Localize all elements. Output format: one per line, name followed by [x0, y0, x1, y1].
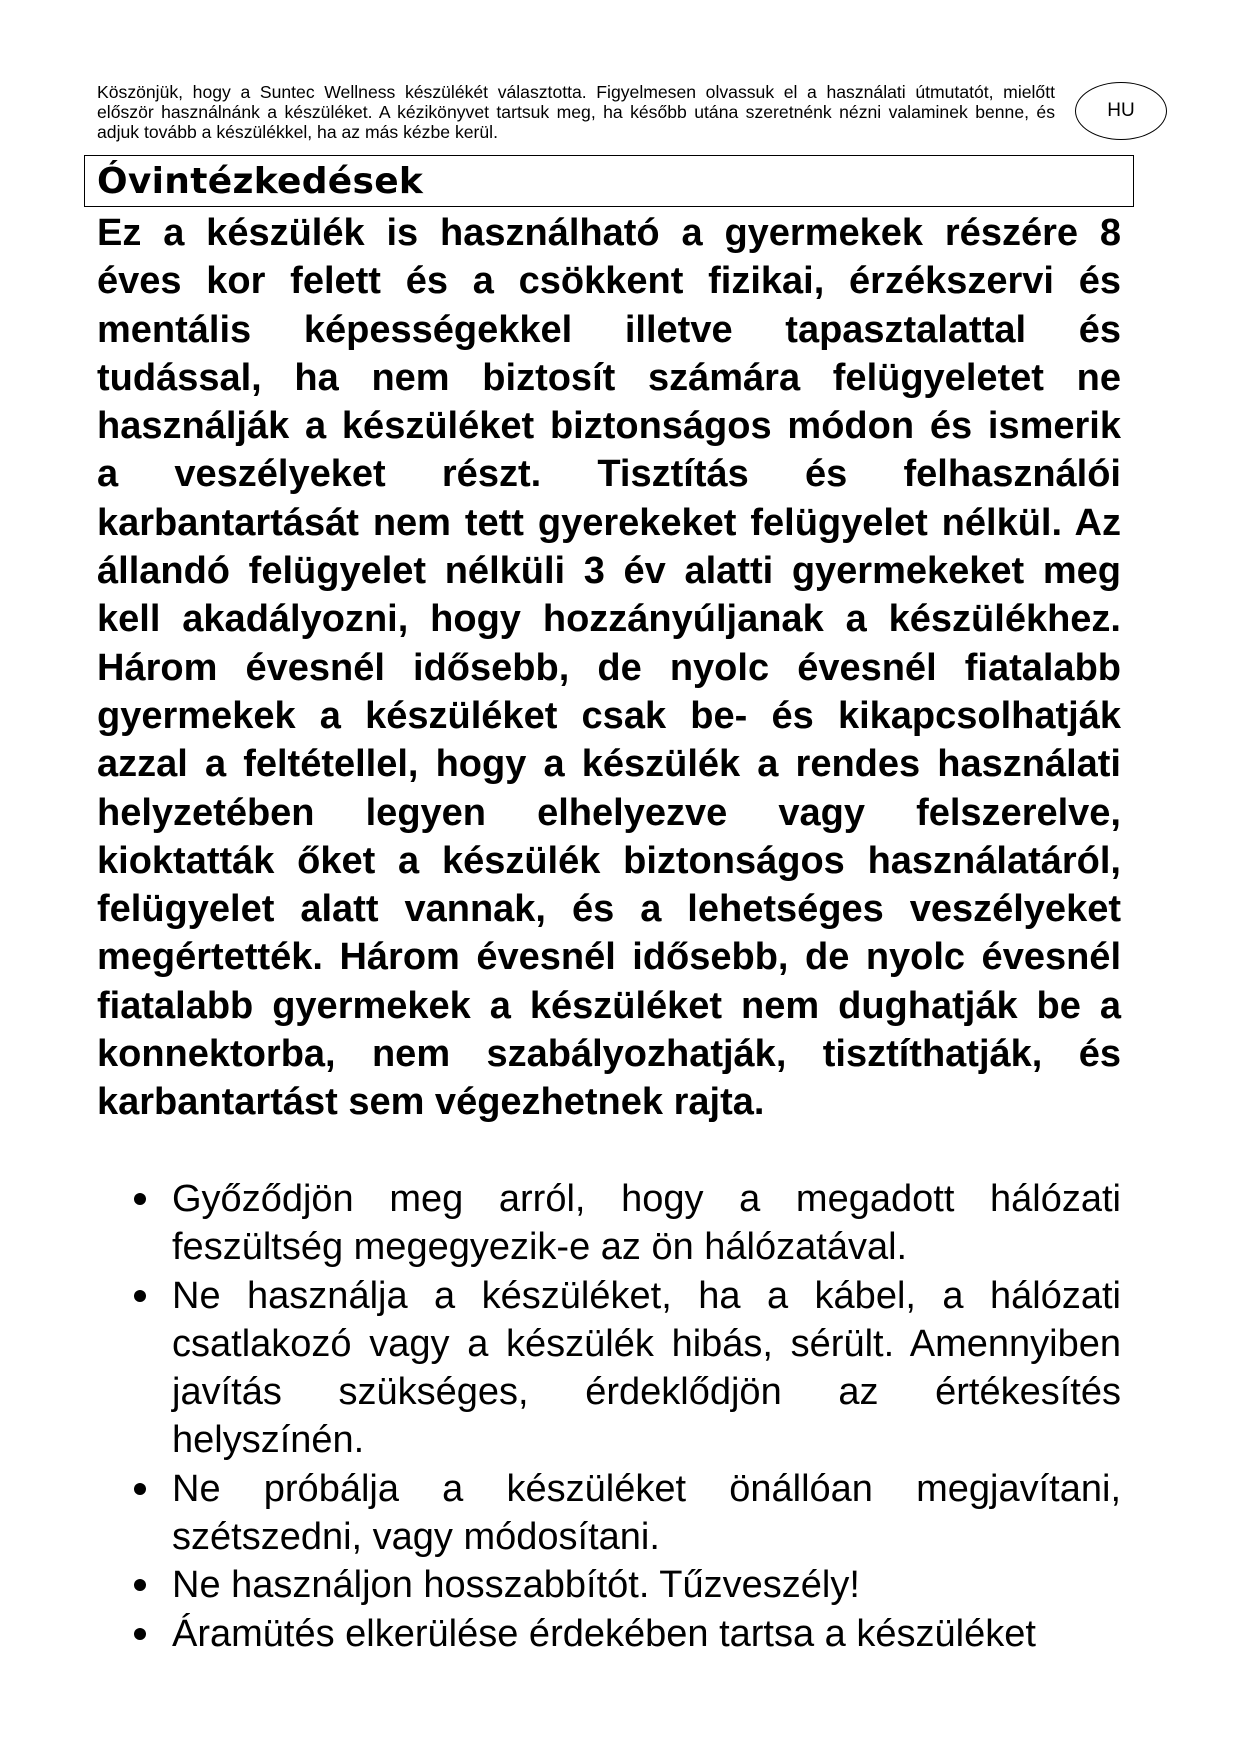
list-item [134, 1272, 1121, 1465]
section-title: Óvintézkedések [97, 160, 424, 202]
list-item [134, 1175, 1121, 1272]
bullet-icon [134, 1579, 146, 1591]
warning-paragraph: Ez a készülék is használható a gyermekek részére 8 éves kor felett és a csökkent fizikai, érzékszervi és mentális képességekkel illetve tapasztalattal és tudással, ha nem biztosít számára felügyeletet ne használják a készüléket biztonságos módon és ismerik a veszélyeket részt. Tisztítás és felhasználói karbantartását nem tett gyerekeket felügyelet nélkül. Az állandó felügyelet nélküli 3 év alatti gyermekeket meg kell akadályozni, hogy hozzányúljanak a készülékhez. Három évesnél idősebb, de nyolc évesnél fiatalabb gyermekek a készüléket csak be- és kikapcsolhatják azzal a feltétellel, hogy a készülék a rendes használati helyzetében legyen elhelyezve vagy felszerelve, kioktatták őket a készülék biztonságos használatáról, felügyelet alatt vannak, és a lehetséges veszélyeket megértették. Három évesnél idősebb, de nyolc évesnél fiatalabb gyermekek a készüléket nem dughatják be a konnektorba, nem szabályozhatják, tisztíthatják, és karbantartást sem végezhetnek rajta. [97, 212, 1121, 1124]
language-badge [1075, 82, 1167, 140]
list-item [134, 1561, 1121, 1609]
list-item-text: Áramütés elkerülése érdekében tartsa a készüléket [172, 1612, 1036, 1655]
bullet-icon [134, 1628, 146, 1640]
list-item-text: Győződjön meg arról, hogy a megadott hálózati feszültség megegyezik-e az ön hálózatával. [172, 1178, 1121, 1269]
bullet-icon [134, 1290, 146, 1302]
list-item [134, 1465, 1121, 1562]
bullet-icon [134, 1483, 146, 1495]
list-item-text: Ne használjon hosszabbítót. Tűzveszély! [172, 1564, 860, 1607]
bullet-icon [134, 1193, 146, 1205]
safety-bullet-list [134, 1175, 1121, 1658]
list-item [134, 1610, 1121, 1658]
list-item-text: Ne használja a készüléket, ha a kábel, a hálózati csatlakozó vagy a készülék hibás, sérült. Amennyiben javítás szükséges, érdeklődjön az értékesítés helyszínén. [172, 1274, 1121, 1462]
list-item-text: Ne próbálja a készüléket önállóan megjavítani, szétszedni, vagy módosítani. [172, 1467, 1121, 1559]
language-code: HU [1107, 100, 1135, 121]
section-title-box [84, 155, 1134, 207]
intro-paragraph: Köszönjük, hogy a Suntec Wellness készülékét választotta. Figyelmesen olvassuk el a használati útmutatót, mielőtt először használnánk a készüléket. A kézikönyvet tartsuk meg, ha később utána szeretnénk nézni valaminek benne, és adjuk tovább a készülékkel, ha az más kézbe kerül. [97, 82, 1055, 142]
